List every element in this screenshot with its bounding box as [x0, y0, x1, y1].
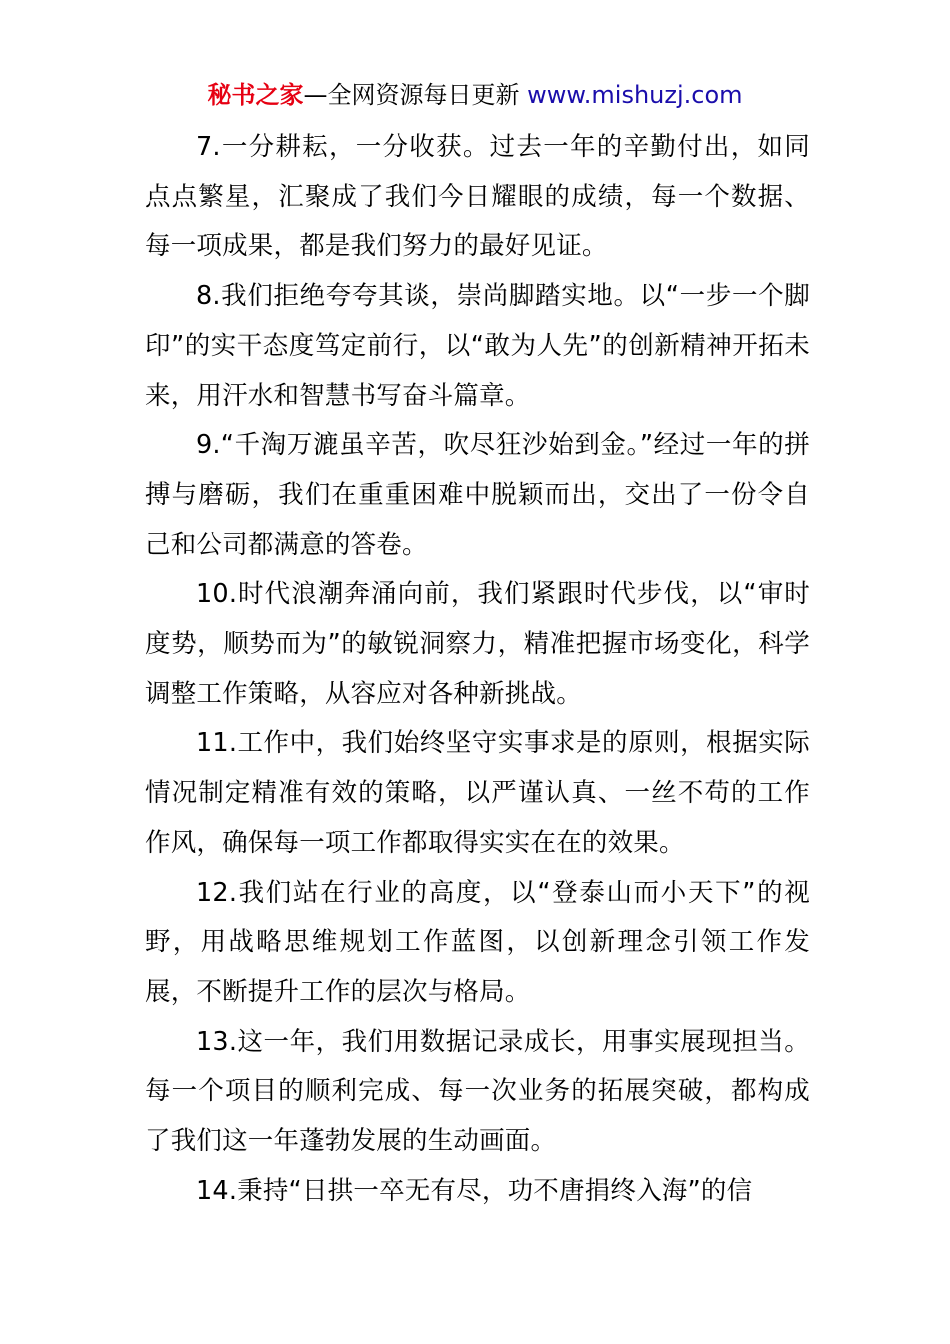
- paragraph-13: 13.这一年，我们用数据记录成长，用事实展现担当。每一个项目的顺利完成、每一次业务的拓展突破，都构成了我们这一年蓬勃发展的生动画面。: [145, 1026, 810, 1157]
- brand-name: 秘书之家: [207, 81, 304, 109]
- paragraph-12: 12.我们站在行业的高度，以“登泰山而小天下”的视野，用战略思维规划工作蓝图，以创新理念引领工作发展，不断提升工作的层次与格局。: [145, 877, 810, 1007]
- document-body: [145, 123, 810, 1216]
- paragraph-9: 9.“千淘万漉虽辛苦，吹尽狂沙始到金。”经过一年的拼搏与磨砺，我们在重重困难中脱颖而出，交出了一份令自己和公司都满意的答卷。: [145, 430, 810, 560]
- paragraph-11: 11.工作中，我们始终坚守实事求是的原则，根据实际情况制定精准有效的策略，以严谨认真、一丝不苟的工作作风，确保每一项工作都取得实实在在的效果。: [145, 728, 810, 858]
- paragraph-14: 14.秉持“日拱一卒无有尽，功不唐捐终入海”的信: [196, 1175, 753, 1206]
- page-header: [0, 78, 950, 112]
- paragraph-10: 10.时代浪潮奔涌向前，我们紧跟时代步伐，以“审时度势，顺势而为”的敏锐洞察力，精准把握市场变化，科学调整工作策略，从容应对各种新挑战。: [145, 579, 810, 709]
- site-url-link[interactable]: www.mishuzj.com: [527, 81, 743, 109]
- header-tagline: —全网资源每日更新: [303, 81, 520, 109]
- paragraph-8: 8.我们拒绝夸夸其谈，崇尚脚踏实地。以“一步一个脚印”的实干态度笃定前行，以“敢为人先”的创新精神开拓未来，用汗水和智慧书写奋斗篇章。: [145, 281, 810, 411]
- paragraph-7: 7.一分耕耘，一分收获。过去一年的辛勤付出，如同点点繁星，汇聚成了我们今日耀眼的成绩，每一个数据、每一项成果，都是我们努力的最好见证。: [145, 132, 810, 262]
